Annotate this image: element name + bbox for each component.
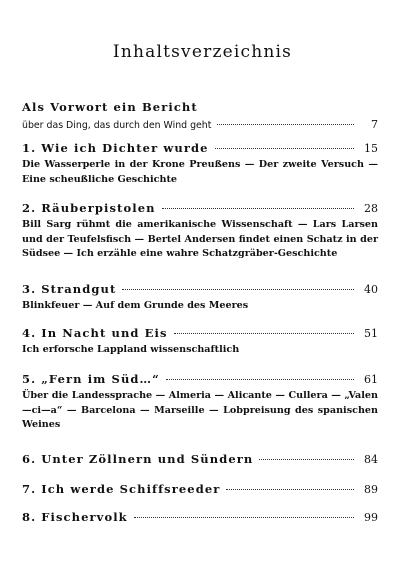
chapter-page-number: 15 [364, 142, 378, 155]
chapter-number: 8. [22, 510, 37, 524]
toc-entry-chapter-7 [22, 482, 378, 496]
chapter-title: Unter Zöllnern und Sündern [41, 452, 254, 466]
chapter-summary: Bill Sarg rühmt die amerikanische Wissenschaft — Lars Larsen und der Teufelsfisch — Bertel Andersen findet einen Schatz in der Südsee — Ich erzähle eine wahre Schatzgräber-Geschichte [22, 219, 378, 259]
dot-leader [226, 489, 354, 490]
dot-leader [162, 208, 354, 209]
foreword-page-number: 7 [371, 118, 378, 131]
chapter-heading-line [22, 141, 378, 155]
chapter-page-number: 84 [364, 453, 378, 466]
chapter-heading-line [22, 510, 378, 524]
dot-leader [166, 379, 354, 380]
dot-leader [259, 459, 354, 460]
chapter-number: 1. [22, 141, 37, 155]
chapter-page-number: 99 [364, 511, 378, 524]
toc-title: Inhaltsverzeichnis [112, 42, 293, 62]
toc-entry-chapter-4 [22, 326, 378, 358]
chapter-number: 5. [22, 372, 37, 386]
chapter-page-number: 61 [364, 373, 378, 386]
chapter-heading-line [22, 326, 378, 340]
foreword-subtitle: über das Ding, das durch den Wind geht [22, 120, 212, 131]
chapter-heading-line [22, 282, 378, 296]
chapter-title: In Nacht und Eis [41, 326, 168, 340]
foreword-heading: Als Vorwort ein Bericht [22, 100, 198, 114]
chapter-number: 7. [22, 482, 37, 496]
chapter-summary: Ich erforsche Lappland wissenschaftlich [22, 344, 240, 355]
chapter-summary: Blinkfeuer — Auf dem Grunde des Meeres [22, 300, 249, 311]
chapter-summary: Die Wasserperle in der Krone Preußens — Der zweite Versuch — Eine scheußliche Geschichte [22, 159, 378, 185]
chapter-summary: Über die Landessprache — Almeria — Alicante — Cullera — „Valen—ci—a“ — Barcelona — Marseille — Lobpreisung des spanischen Weines [22, 390, 378, 430]
chapter-title: Strandgut [41, 282, 117, 296]
toc-entry-chapter-3 [22, 282, 378, 314]
toc-entry-foreword [22, 100, 378, 133]
dot-leader [134, 517, 354, 518]
chapter-page-number: 28 [364, 202, 378, 215]
chapter-number: 2. [22, 201, 37, 215]
chapter-page-number: 40 [364, 283, 378, 296]
chapter-title: Räuberpistolen [41, 201, 156, 215]
chapter-page-number: 51 [364, 327, 378, 340]
toc-entry-chapter-6 [22, 452, 378, 466]
foreword-subline [22, 118, 378, 133]
chapter-title: Wie ich Dichter wurde [41, 141, 209, 155]
chapter-heading-line [22, 482, 378, 496]
chapter-heading-line [22, 201, 378, 215]
toc-entry-chapter-1 [22, 141, 378, 187]
toc-entry-chapter-5 [22, 372, 378, 433]
chapter-number: 6. [22, 452, 37, 466]
chapter-title: Ich werde Schiffsreeder [41, 482, 221, 496]
chapter-heading-line [22, 452, 378, 466]
dot-leader [215, 148, 354, 149]
toc-entry-chapter-2 [22, 201, 378, 262]
chapter-title: Fischervolk [41, 510, 128, 524]
dot-leader [122, 289, 354, 290]
chapter-title: „Fern im Süd…“ [41, 372, 160, 386]
chapter-heading-line [22, 372, 378, 386]
toc-entry-chapter-8 [22, 510, 378, 524]
dot-leader [217, 124, 354, 125]
chapter-number: 3. [22, 282, 37, 296]
chapter-page-number: 89 [364, 483, 378, 496]
chapter-number: 4. [22, 326, 37, 340]
dot-leader [174, 333, 354, 334]
